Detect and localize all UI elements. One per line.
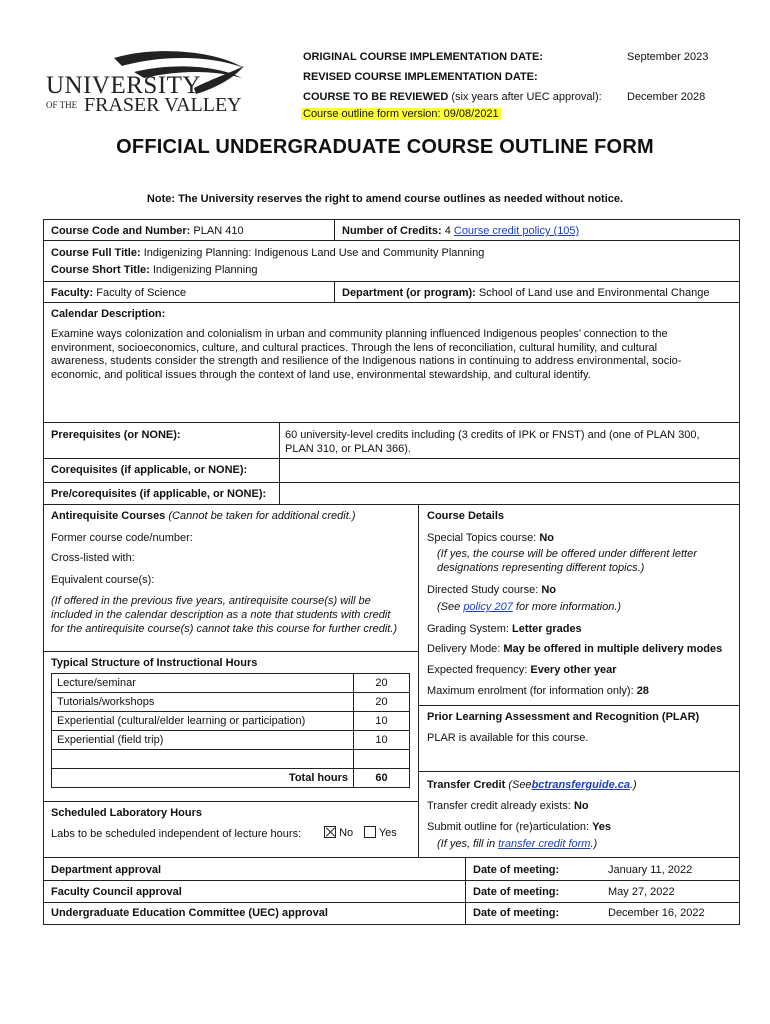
approval-date: January 11, 2022 [608,864,693,876]
review-value: December 2028 [627,91,706,103]
antireq-note: (Cannot be taken for additional credit.) [168,510,356,522]
short-title-label: Course Short Title: [51,264,150,276]
form-title: OFFICIAL UNDERGRADUATE COURSE OUTLINE FORM [116,136,654,158]
submit-outline-value: Yes [592,821,612,833]
coreq-label: Corequisites (if applicable, or NONE): [51,464,248,476]
grading-label: Grading System: [427,623,509,635]
lab-no-checkbox[interactable] [324,826,336,838]
lab-no-option[interactable] [324,826,353,840]
special-note-line: designations representing different topics.) [437,562,645,574]
short-title-value: Indigenizing Planning [152,264,258,276]
expected-frequency [427,663,617,677]
transfer-see-pre: (See [508,779,532,791]
directed-study-note [437,600,621,614]
hours-name: Experiential (cultural/elder learning or participation) [52,712,354,731]
full-title-value: Indigenizing Planning: Indigenous Land Use and Community Planning [143,247,485,259]
directed-note-pre: (See [437,601,461,613]
transfer-note-pre: (If yes, fill in [437,838,496,850]
faculty-label: Faculty: [51,287,94,299]
hours-label: Typical Structure of Instructional Hours [51,657,258,669]
antireq-note-line: included in the calendar description as a note that students with credit [51,609,391,621]
plar-text: PLAR is available for this course. [427,732,589,744]
hours-value [354,750,410,769]
special-topics-value: No [539,532,554,544]
hours-total-value: 60 [354,769,410,788]
full-title [51,246,484,260]
submit-outline [427,820,611,834]
special-note-line: (If yes, the course will be offered under different letter [437,548,697,560]
directed-study-value: No [541,584,557,596]
frequency-label: Expected frequency: [427,664,528,676]
table-row [52,693,410,712]
lab-question: Labs to be scheduled independent of lecture hours: [51,828,302,840]
precoreq-label: Pre/corequisites (if applicable, or NONE): [51,488,267,500]
delivery-label: Delivery Mode: [427,643,501,655]
directed-study [427,583,556,597]
original-date-label: ORIGINAL COURSE IMPLEMENTATION DATE: [303,51,543,63]
logo-university: UNIVERSITY [46,72,201,99]
delivery-mode [427,642,722,656]
prereq-value [285,428,700,456]
department [342,286,709,300]
department-label: Department (or program): [342,287,476,299]
hours-name [52,750,354,769]
antireq-note-line: for the antirequisite course(s) cannot take this course for further credit.) [51,623,398,635]
original-date-value: September 2023 [627,51,709,63]
revised-date-label: REVISED COURSE IMPLEMENTATION DATE: [303,71,538,83]
special-topics-label: Special Topics course: [427,532,537,544]
special-topics [427,531,554,545]
antireq-label: Antirequisite Courses [51,510,166,522]
hours-value: 20 [354,693,410,712]
table-row [52,750,410,769]
hours-name: Lecture/seminar [52,674,354,693]
approval-date-label: Date of meeting: [473,907,560,919]
hours-name: Experiential (field trip) [52,731,354,750]
plar-label: Prior Learning Assessment and Recognition (PLAR) [427,711,700,723]
prereq-line: 60 university-level credits including (3 credits of IPK or FNST) and (one of PLAN 300, [285,429,700,441]
calendar-line: environment, socioeconomics, culture, and cultural practices. Through the lens of reconciliation, cultural humility, and cultural [51,341,658,354]
lab-yes-option[interactable] [364,826,397,840]
calendar-line: economic, and political issues through the context of land use, environmental stewardship, and cultural identify. [51,368,591,381]
lab-no-label: No [339,827,354,839]
review-label: COURSE TO BE REVIEWED [303,91,449,103]
course-code [51,224,244,238]
approval-faculty-council: Faculty Council approval [51,886,182,898]
grading-value: Letter grades [511,623,582,635]
antireq-heading [51,509,355,523]
table-row [52,674,410,693]
former-code: Former course code/number: [51,532,193,544]
approval-department: Department approval [51,864,162,876]
calendar-line: awareness, students consider the strength and resilience of the Indigenous nations in continuing to address environmental, socio- [51,355,682,367]
directed-note-post: for more information.) [515,601,622,613]
policy-207-link[interactable]: policy 207 [463,601,513,613]
amend-note: Note: The University reserves the right to amend course outlines as needed without notice. [146,193,624,205]
hours-total-row [52,769,410,788]
transfer-exists-label: Transfer credit already exists: [427,800,571,812]
frequency-value: Every other year [530,664,617,676]
lab-yes-label: Yes [378,827,397,839]
hours-name: Tutorials/workshops [52,693,354,712]
form-version-text: Course outline form version: 09/08/2021 [303,108,499,120]
equivalent-courses: Equivalent course(s): [51,574,155,586]
transfer-note-post: .) [590,838,598,850]
transfer-see-post: .) [629,779,637,791]
directed-study-label: Directed Study course: [427,584,539,596]
calendar-description [51,328,681,382]
course-code-value: PLAN 410 [193,225,244,237]
antireq-italic-note [51,594,397,636]
calendar-line: Examine ways colonization and colonialism in urban and community planning influenced Indigenous peoples’ connection to the [51,328,668,340]
prereq-line: PLAN 310, or PLAN 366). [285,443,411,455]
logo-of-the: OF THE [46,100,78,110]
hours-value: 10 [354,712,410,731]
faculty [51,286,186,300]
approval-date-label: Date of meeting: [473,864,560,876]
lab-label: Scheduled Laboratory Hours [51,807,202,819]
bctransferguide-link[interactable]: bctransferguide.ca [531,779,630,791]
hours-total-label: Total hours [52,769,354,788]
credits-label: Number of Credits: [342,225,442,237]
submit-outline-label: Submit outline for (re)articulation: [427,821,590,833]
antireq-note-line: (If offered in the previous five years, antirequisite course(s) will be [51,595,371,607]
credits [342,224,579,238]
enrolment-value: 28 [636,685,649,697]
transfer-exists [427,799,589,813]
lab-yes-checkbox[interactable] [364,826,376,838]
max-enrolment [427,684,649,698]
delivery-value: May be offered in multiple delivery modes [503,643,723,655]
transfer-form-note [437,837,597,851]
credits-value: 4 [444,225,451,237]
transfer-credit-form-link[interactable]: transfer credit form [498,838,591,850]
table-row [52,712,410,731]
enrolment-label: Maximum enrolment (for information only): [427,685,634,697]
logo-fraser-valley: FRASER VALLEY [84,94,242,116]
transfer-exists-value: No [573,800,589,812]
hours-value: 20 [354,674,410,693]
form-version [301,108,501,120]
hours-table [51,673,410,788]
cross-listed: Cross-listed with: [51,552,135,564]
credit-policy-link[interactable]: Course credit policy (105) [453,225,580,237]
department-value: School of Land use and Environmental Change [478,287,710,299]
faculty-value: Faculty of Science [96,287,187,299]
approval-date: May 27, 2022 [608,886,675,898]
ufv-logo [44,48,249,120]
table-row [52,731,410,750]
special-topics-note [437,547,697,575]
prereq-label: Prerequisites (or NONE): [51,429,181,441]
course-code-label: Course Code and Number: [51,225,191,237]
approval-uec: Undergraduate Education Committee (UEC) approval [51,907,328,919]
approval-date: December 16, 2022 [608,907,705,919]
short-title [51,263,257,277]
approval-date-label: Date of meeting: [473,886,560,898]
full-title-label: Course Full Title: [51,247,141,259]
details-label: Course Details [427,510,505,522]
grading-system [427,622,582,636]
review-note: (six years after UEC approval): [451,91,602,103]
calendar-label: Calendar Description: [51,308,166,320]
review-line [303,91,602,103]
transfer-label: Transfer Credit [427,779,506,791]
transfer-heading [427,778,637,792]
hours-value: 10 [354,731,410,750]
